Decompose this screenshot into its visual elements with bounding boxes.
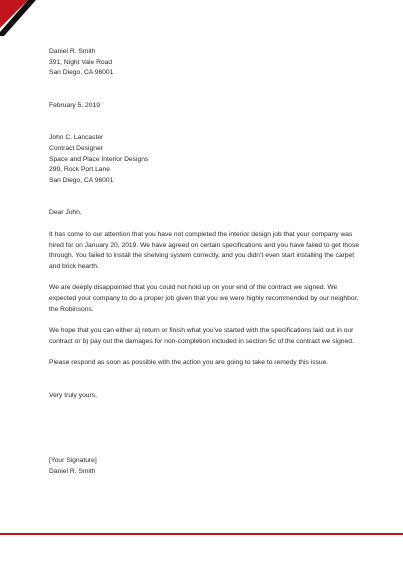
paragraph-1: It has come to our attention that you have not completed the interior design job that your company was hired for on January 20, 2019. We have agreed on certain specifications and you have failed to get those through. You failed to install the shelving system correctly, and you didn’t even start installing the carpet and brick hearth. xyxy=(49,230,359,270)
footer-red-line xyxy=(0,533,403,535)
sender-name: Daniel R. Smith xyxy=(49,48,96,55)
paragraph-2: We are deeply disappointed that you could not hold up on your end of the contract we signed. We expected your company to do a proper job given that you we were highly recommended by our neighbor, the Robinsons. xyxy=(49,284,359,313)
letter-date: February 5, 2019 xyxy=(49,101,100,109)
recipient-address-line1: 299, Rock Port Lane xyxy=(49,166,110,174)
recipient-title: Contract Designer xyxy=(49,144,103,152)
paragraph-3: We hope that you can either a) return or finish what you’ve started with the specifications laid out in our contract or b) pay out the damages for non-completion included in section 5c of the contract we signed. xyxy=(49,327,354,345)
sender-block xyxy=(49,47,359,79)
recipient-address-line2: San Diego, CA 96001 xyxy=(49,176,114,184)
recipient-name: John C. Lancaster xyxy=(49,134,104,142)
corner-decoration xyxy=(0,0,40,40)
letter-body xyxy=(49,47,359,478)
salutation: Dear John, xyxy=(49,209,82,217)
paragraph-4: Please respond as soon as possible with the action you are going to take to remedy this issue. xyxy=(49,359,329,367)
recipient-block xyxy=(49,133,359,186)
sender-address-line1: 391, Night Vale Road xyxy=(49,58,113,66)
recipient-company: Space and Place Interior Designs xyxy=(49,155,149,163)
closing: Very truly yours, xyxy=(49,391,97,399)
signature-placeholder: [Your Signature] xyxy=(49,457,97,465)
sender-address-line2: San Diego, CA 96001 xyxy=(49,69,114,77)
signer-name: Daniel R. Smith xyxy=(49,468,96,476)
